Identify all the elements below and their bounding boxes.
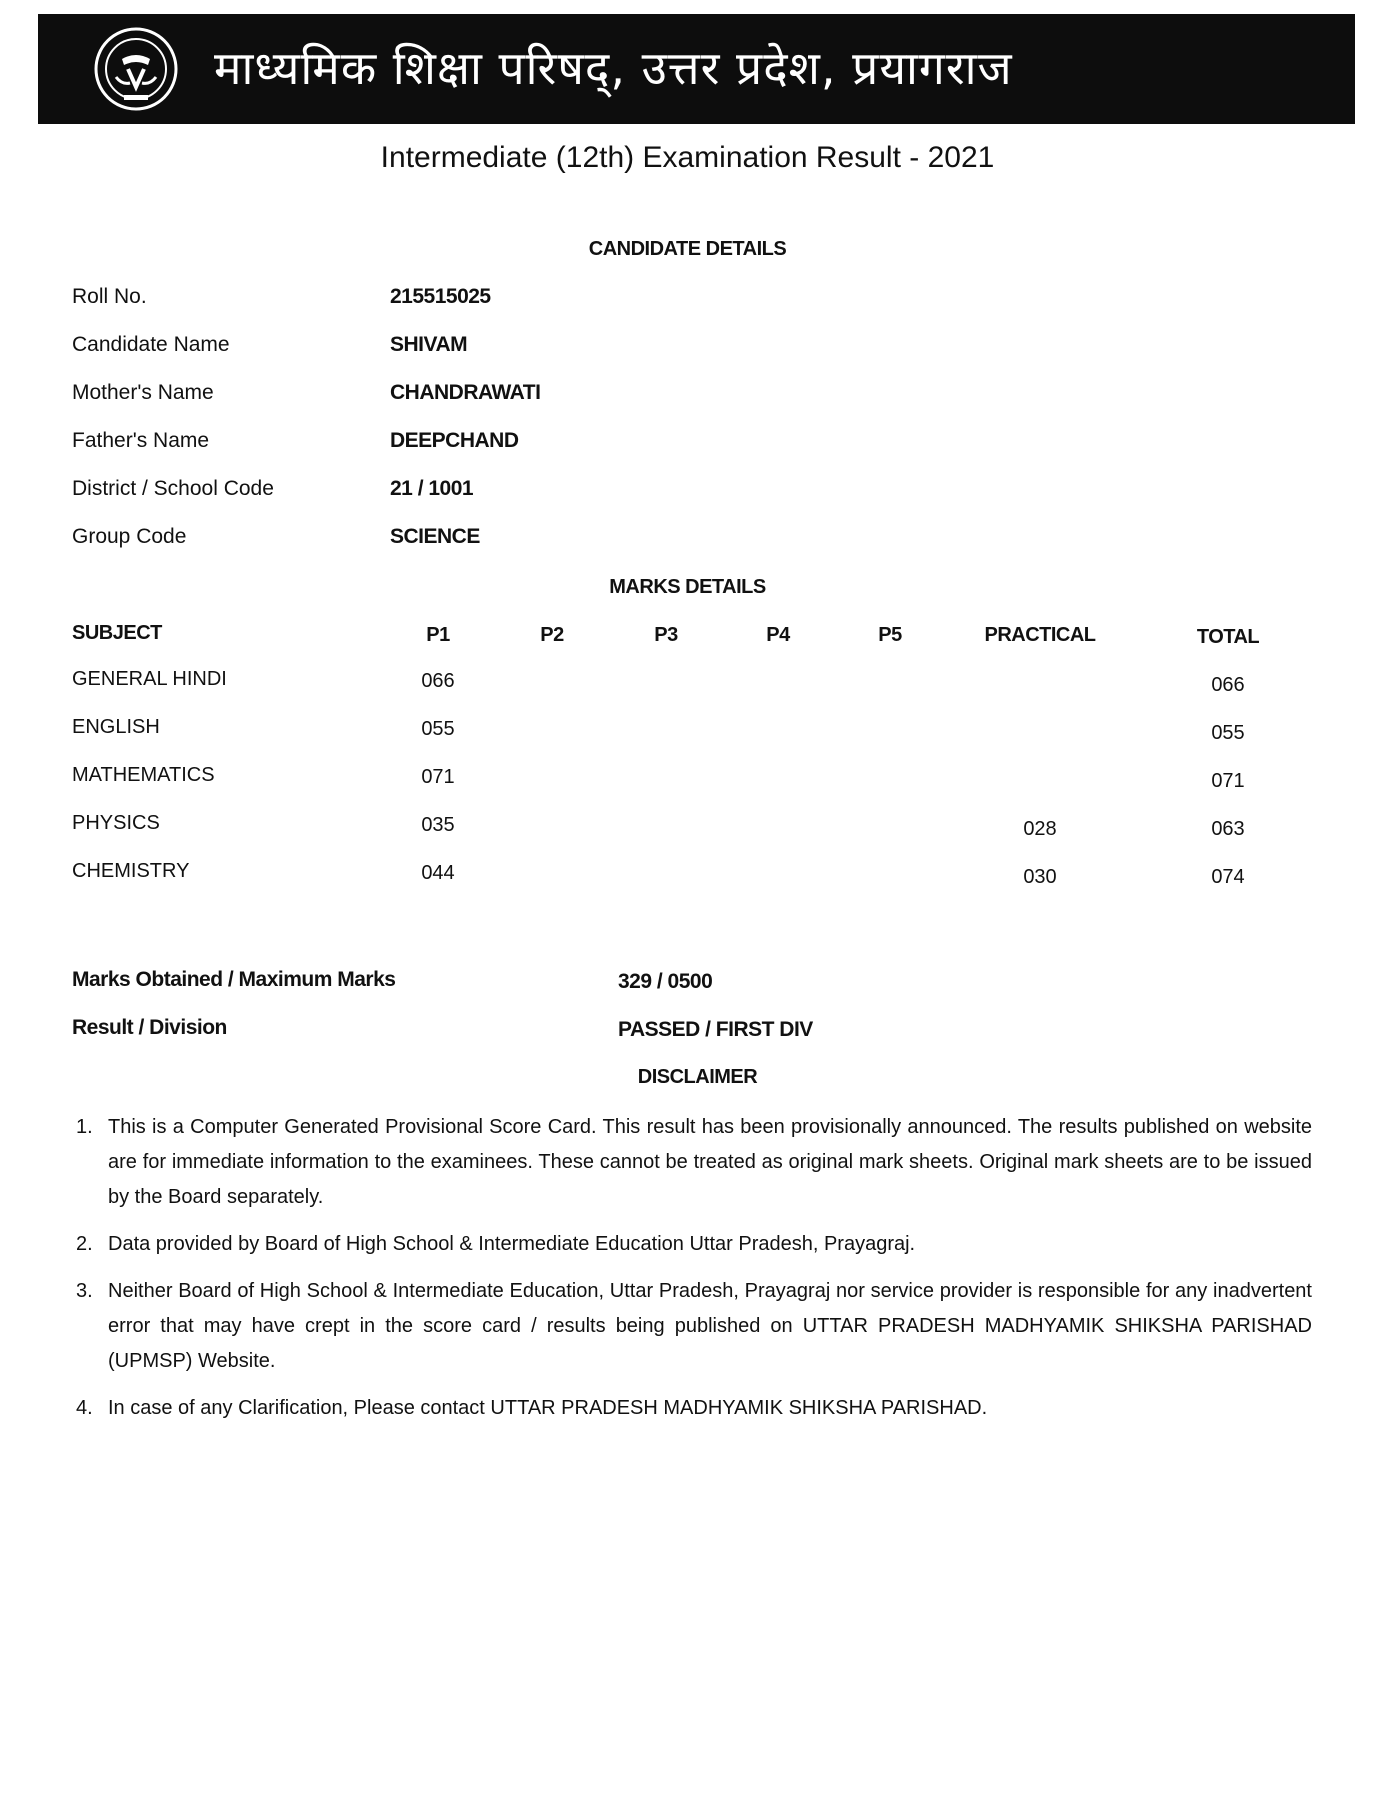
disclaimer-item-text: Neither Board of High School & Intermediate Education, Uttar Pradesh, Prayagraj nor service provider is responsible for any inadvertent error that may have crept in the score card / results being published on UTTAR PRADESH MADHYAMIK SHIKSHA PARISHAD (UPMSP) Website. (108, 1280, 1312, 1372)
column-header-p5: P5 (878, 624, 902, 646)
table-cell-total: 055 (1211, 722, 1245, 744)
mother-name-label: Mother's Name (72, 381, 214, 404)
table-cell-practical: 030 (1023, 866, 1057, 888)
board-emblem-icon (92, 25, 180, 113)
disclaimer-item (72, 1391, 1312, 1426)
table-cell-p1: 044 (421, 862, 455, 884)
disclaimer-item-text: Data provided by Board of High School & Intermediate Education Uttar Pradesh, Prayagraj. (108, 1233, 916, 1255)
column-header-subject: SUBJECT (72, 622, 162, 644)
table-cell-total: 071 (1211, 770, 1245, 792)
candidate-name-label: Candidate Name (72, 333, 230, 356)
roll-no-value: 215515025 (390, 285, 491, 308)
candidate-name-value: SHIVAM (390, 333, 468, 356)
roll-no-label: Roll No. (72, 285, 147, 308)
table-cell-total: 066 (1211, 674, 1245, 696)
school-code-value: 21 / 1001 (390, 477, 474, 500)
table-cell-practical: 028 (1023, 818, 1057, 840)
table-cell-p1: 035 (421, 814, 455, 836)
disclaimer-heading: DISCLAIMER (637, 1066, 758, 1088)
group-code-label: Group Code (72, 525, 187, 548)
group-code-value: SCIENCE (390, 525, 480, 548)
column-header-p1: P1 (426, 624, 450, 646)
table-cell-p1: 066 (421, 670, 455, 692)
table-cell-p1: 071 (421, 766, 455, 788)
disclaimer-item-text: This is a Computer Generated Provisional Score Card. This result has been provisionally announced. The results published on website are for immediate information to the examinees. These cannot be treated as original mark sheets. Original mark sheets are to be issued by the Board separately. (108, 1116, 1312, 1208)
disclaimer-item-text: In case of any Clarification, Please contact UTTAR PRADESH MADHYAMIK SHIKSHA PARISHAD. (108, 1397, 988, 1419)
result-label: Result / Division (72, 1016, 227, 1039)
disclaimer-item (72, 1227, 1312, 1262)
column-header-practical: PRACTICAL (984, 624, 1096, 646)
table-row-subject: MATHEMATICS (72, 764, 215, 786)
marks-obtained-value: 329 / 0500 (618, 970, 713, 993)
table-row-subject: CHEMISTRY (72, 860, 190, 882)
mother-name-value: CHANDRAWATI (390, 381, 541, 404)
header-bar (38, 14, 1355, 124)
column-header-p4: P4 (766, 624, 790, 646)
disclaimer-list (72, 1110, 1312, 1438)
marks-obtained-label: Marks Obtained / Maximum Marks (72, 968, 396, 991)
disclaimer-item (72, 1110, 1312, 1215)
marks-details-heading: MARKS DETAILS (609, 576, 766, 598)
candidate-details-heading: CANDIDATE DETAILS (588, 238, 787, 260)
father-name-label: Father's Name (72, 429, 210, 452)
table-row-subject: PHYSICS (72, 812, 160, 834)
result-value: PASSED / FIRST DIV (618, 1018, 813, 1041)
table-cell-p1: 055 (421, 718, 455, 740)
column-header-total: TOTAL (1196, 626, 1260, 648)
column-header-p3: P3 (654, 624, 678, 646)
table-cell-total: 074 (1211, 866, 1245, 888)
school-code-label: District / School Code (72, 477, 274, 500)
page-title: Intermediate (12th) Examination Result - 2021 (380, 141, 995, 174)
disclaimer-item-number: 4. (76, 1397, 93, 1419)
table-row-subject: GENERAL HINDI (72, 668, 227, 690)
table-row-subject: ENGLISH (72, 716, 160, 738)
father-name-value: DEEPCHAND (390, 429, 519, 452)
disclaimer-item-number: 1. (76, 1116, 93, 1138)
column-header-p2: P2 (540, 624, 564, 646)
disclaimer-item-number: 3. (76, 1280, 93, 1302)
table-cell-total: 063 (1211, 818, 1245, 840)
disclaimer-item-number: 2. (76, 1233, 93, 1255)
board-title: माध्यमिक शिक्षा परिषद्, उत्तर प्रदेश, प्रयागराज (214, 41, 1013, 95)
disclaimer-item (72, 1274, 1312, 1379)
